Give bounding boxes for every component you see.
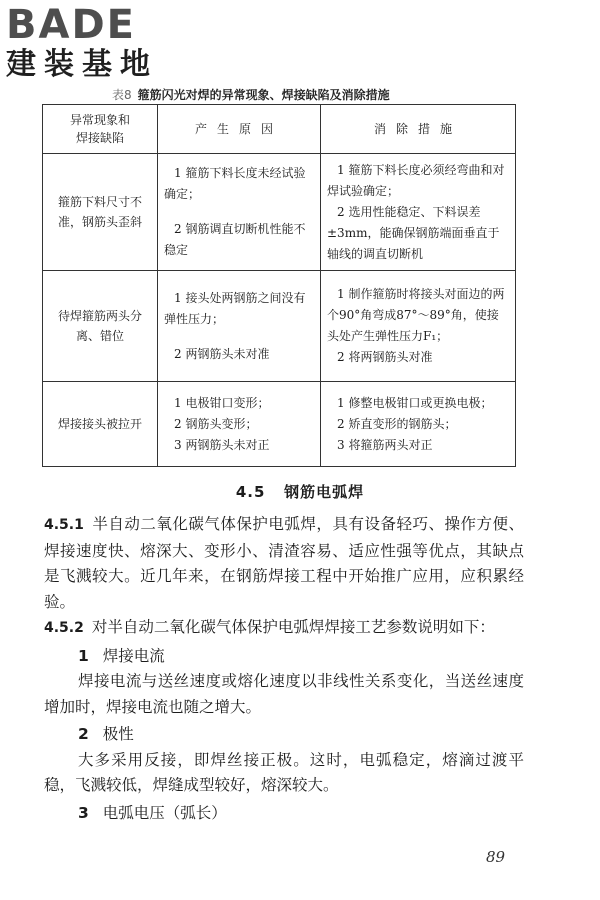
cause-item: 2 钢筋头变形； xyxy=(174,416,258,431)
table-number: 表8 xyxy=(112,88,132,102)
section-heading xyxy=(0,481,600,502)
remedy-item: 1 修整电极钳口或更换电极； xyxy=(337,395,493,410)
item-number: 1 xyxy=(78,646,89,665)
defect-cell: 箍筋下料尺寸不准，钢筋头歪斜 xyxy=(43,154,158,271)
item-number: 3 xyxy=(78,803,89,822)
remedy-item: 1 箍筋下料长度必须经弯曲和对焊试验确定； xyxy=(327,162,505,198)
remedy-item: 2 矫直变形的钢筋头； xyxy=(337,416,457,431)
cause-item: 1 接头处两钢筋之间没有弹性压力； xyxy=(164,290,306,326)
cause-item: 2 两钢筋头未对准 xyxy=(174,346,270,361)
section-number: 4.5 xyxy=(235,483,266,501)
header-remedy: 消除措施 xyxy=(321,105,516,154)
defect-cell: 焊接接头被拉开 xyxy=(43,382,158,467)
table-row xyxy=(43,154,516,271)
item-text: 大多采用反接，即焊丝接正极。这时，电弧稳定，熔滴过渡平稳，飞溅较低，焊缝成型较好，熔深较大。 xyxy=(44,750,524,794)
item-text: 焊接电流与送丝速度或熔化速度以非线性关系变化，当送丝速度增加时，焊接电流也随之增大。 xyxy=(44,672,524,716)
clause-number: 4.5.1 xyxy=(44,517,84,533)
header-defect: 异常现象和 焊接缺陷 xyxy=(43,105,158,154)
clause-text: 对半自动二氧化碳气体保护电弧焊焊接工艺参数说明如下： xyxy=(91,618,495,636)
cause-item: 2 钢筋调直切断机性能不稳定 xyxy=(164,222,306,257)
body-text xyxy=(44,512,524,826)
page-number: 89 xyxy=(486,848,506,866)
watermark-logo xyxy=(6,4,176,84)
logo-subtitle: 建装基地 xyxy=(6,47,158,82)
item-heading xyxy=(44,644,524,670)
remedy-item: 2 选用性能稳定、下料误差±3mm，能确保钢筋端面垂直于轴线的调直切断机 xyxy=(327,204,500,261)
clause-paragraph xyxy=(44,615,524,642)
table-title: 箍筋闪光对焊的异常现象、焊接缺陷及消除措施 xyxy=(137,88,390,102)
item-number: 2 xyxy=(78,725,89,743)
cause-cell xyxy=(158,271,321,382)
remedy-item: 2 将两钢筋头对准 xyxy=(337,350,433,364)
remedy-item: 3 将箍筋两头对正 xyxy=(337,437,433,452)
item-title: 极性 xyxy=(102,725,134,743)
remedy-cell xyxy=(321,382,516,467)
cause-cell xyxy=(158,382,321,467)
defect-cell: 待焊箍筋两头分离、错位 xyxy=(43,271,158,382)
table-row xyxy=(43,271,516,382)
cause-item: 3 两钢筋头未对正 xyxy=(174,437,270,452)
table-header-row xyxy=(43,105,516,154)
item-title: 焊接电流 xyxy=(102,646,165,665)
table-caption xyxy=(112,86,572,103)
cause-item: 1 电极钳口变形； xyxy=(174,395,270,410)
header-cause: 产生原因 xyxy=(158,105,321,154)
cause-item: 1 箍筋下料长度未经试验确定； xyxy=(164,166,306,201)
table-row xyxy=(43,382,516,467)
cause-cell xyxy=(158,154,321,271)
defects-table xyxy=(42,104,516,467)
clause-text: 半自动二氧化碳气体保护电弧焊，具有设备轻巧、操作方便、焊接速度快、熔深大、变形小、清渣容易、适应性强等优点，其缺点是飞溅较大。近几年来，在钢筋焊接工程中开始推广应用，应积累经验。 xyxy=(44,515,524,611)
clause-paragraph xyxy=(44,512,524,615)
clause-number: 4.5.2 xyxy=(44,620,84,636)
remedy-item: 1 制作箍筋时将接头对面边的两个90°角弯成87°～89°角，使接头处产生弹性压力F₁； xyxy=(327,287,505,343)
item-heading xyxy=(44,801,524,827)
section-title: 钢筋电弧焊 xyxy=(284,483,365,501)
logo-brand: BADE xyxy=(6,2,136,48)
item-title: 电弧电压（弧长） xyxy=(102,803,227,822)
remedy-cell xyxy=(321,271,516,382)
remedy-cell xyxy=(321,154,516,271)
item-heading xyxy=(44,722,524,748)
